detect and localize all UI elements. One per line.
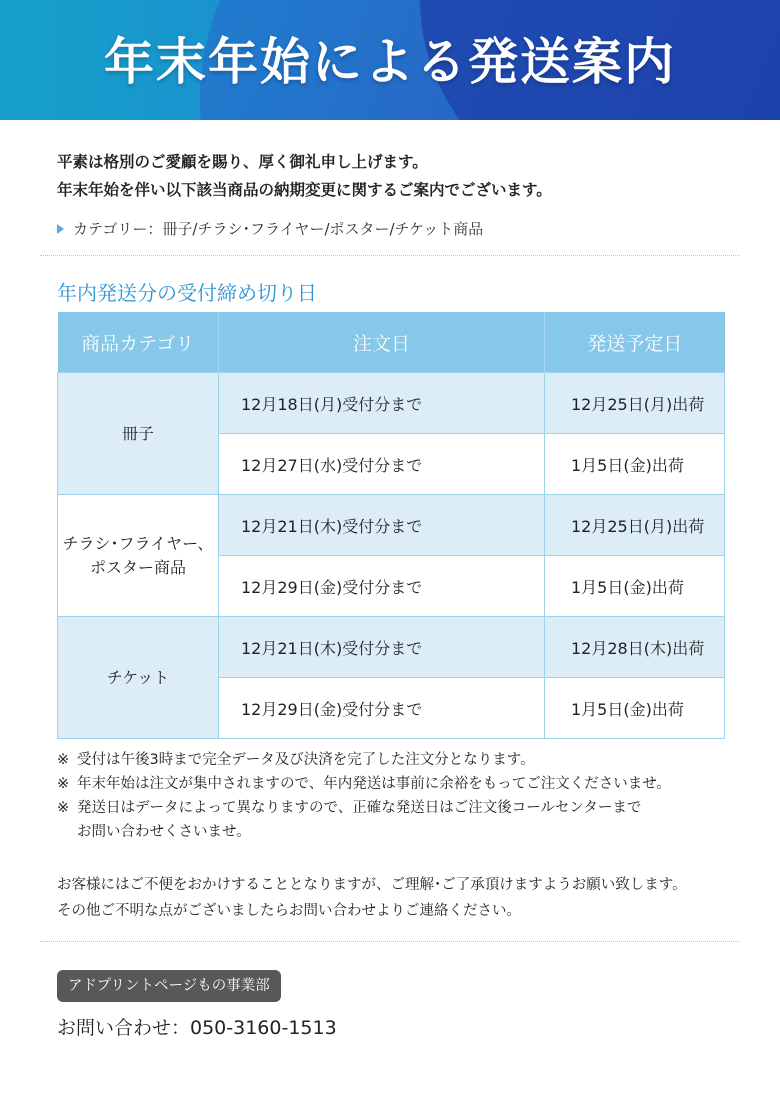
ship-date-cell: 1月5日(金)出荷 [545,678,725,739]
table-row [58,617,725,678]
note-mark: ※ [57,752,70,768]
ship-date-cell: 12月25日(月)出荷 [545,495,725,556]
page-title: 年末年始による発送案内 [104,33,676,91]
category-cell-flyer-poster [58,495,219,617]
order-date-cell: 12月27日(水)受付分まで [219,434,545,495]
order-date-cell: 12月29日(金)受付分まで [219,678,545,739]
note-text: 年末年始は注文が集中されますので、年内発送は事前に余裕をもってご注文くださいませ。 [77,776,671,792]
notes-list [57,748,671,844]
ship-date-cell: 12月25日(月)出荷 [545,373,725,434]
header-banner [0,0,780,120]
category-label: チケット [106,667,170,687]
dotted-divider [40,941,740,942]
closing-line-2: その他ご不明な点がございましたらお問い合わせよりご連絡ください。 [57,903,521,919]
contact-info: お問い合わせ：050-3160-1513 [57,1017,337,1039]
department-badge: アドプリントページもの事業部 [57,970,281,1002]
intro-text [57,148,552,204]
note-mark: ※ [57,800,70,816]
note-text-continued: お問い合わせくさいませ。 [77,824,251,840]
intro-line-2: 年末年始を伴い以下該当商品の納期変更に関するご案内でございます。 [57,181,552,199]
note-item [57,748,671,772]
category-label: チラシ･フライヤー、 [62,533,214,553]
category-cell-booklet [58,373,219,495]
order-date-cell: 12月29日(金)受付分まで [219,556,545,617]
ship-date-cell: 1月5日(金)出荷 [545,556,725,617]
table-row [58,495,725,556]
ship-date-cell: 1月5日(金)出荷 [545,434,725,495]
category-label: 冊子 [121,423,154,443]
note-text: 発送日はデータによって異なりますので、正確な発送日はご注文後コールセンターまで [77,800,642,816]
triangle-bullet-icon [57,224,64,234]
ship-date-cell: 12月28日(木)出荷 [545,617,725,678]
order-date-cell: 12月18日(月)受付分まで [219,373,545,434]
schedule-table [57,312,725,739]
closing-text [57,872,687,924]
note-item [57,796,671,820]
intro-line-1: 平素は格別のご愛顧を賜り、厚く御礼申し上げます。 [57,153,428,171]
header-category: 商品カテゴリ [58,312,219,373]
closing-line-1: お客様にはご不便をおかけすることとなりますが、ご理解･ご了承頂けますようお願い致します。 [57,877,687,893]
category-line [57,218,483,239]
note-item [57,772,671,796]
order-date-cell: 12月21日(木)受付分まで [219,495,545,556]
table-header-row [58,312,725,373]
note-mark: ※ [57,776,70,792]
header-ship-date: 発送予定日 [545,312,725,373]
note-text: 受付は午後3時まで完全データ及び決済を完了した注文分となります。 [77,752,535,768]
order-date-cell: 12月21日(木)受付分まで [219,617,545,678]
dotted-divider [40,255,740,256]
header-order-date: 注文日 [219,312,545,373]
category-text: カテゴリー：冊子/チラシ･フライヤー/ポスター/チケット商品 [73,220,484,238]
category-cell-ticket [58,617,219,739]
table-row [58,373,725,434]
category-label: ポスター商品 [89,557,186,577]
section-title: 年内発送分の受付締め切り日 [57,281,317,305]
